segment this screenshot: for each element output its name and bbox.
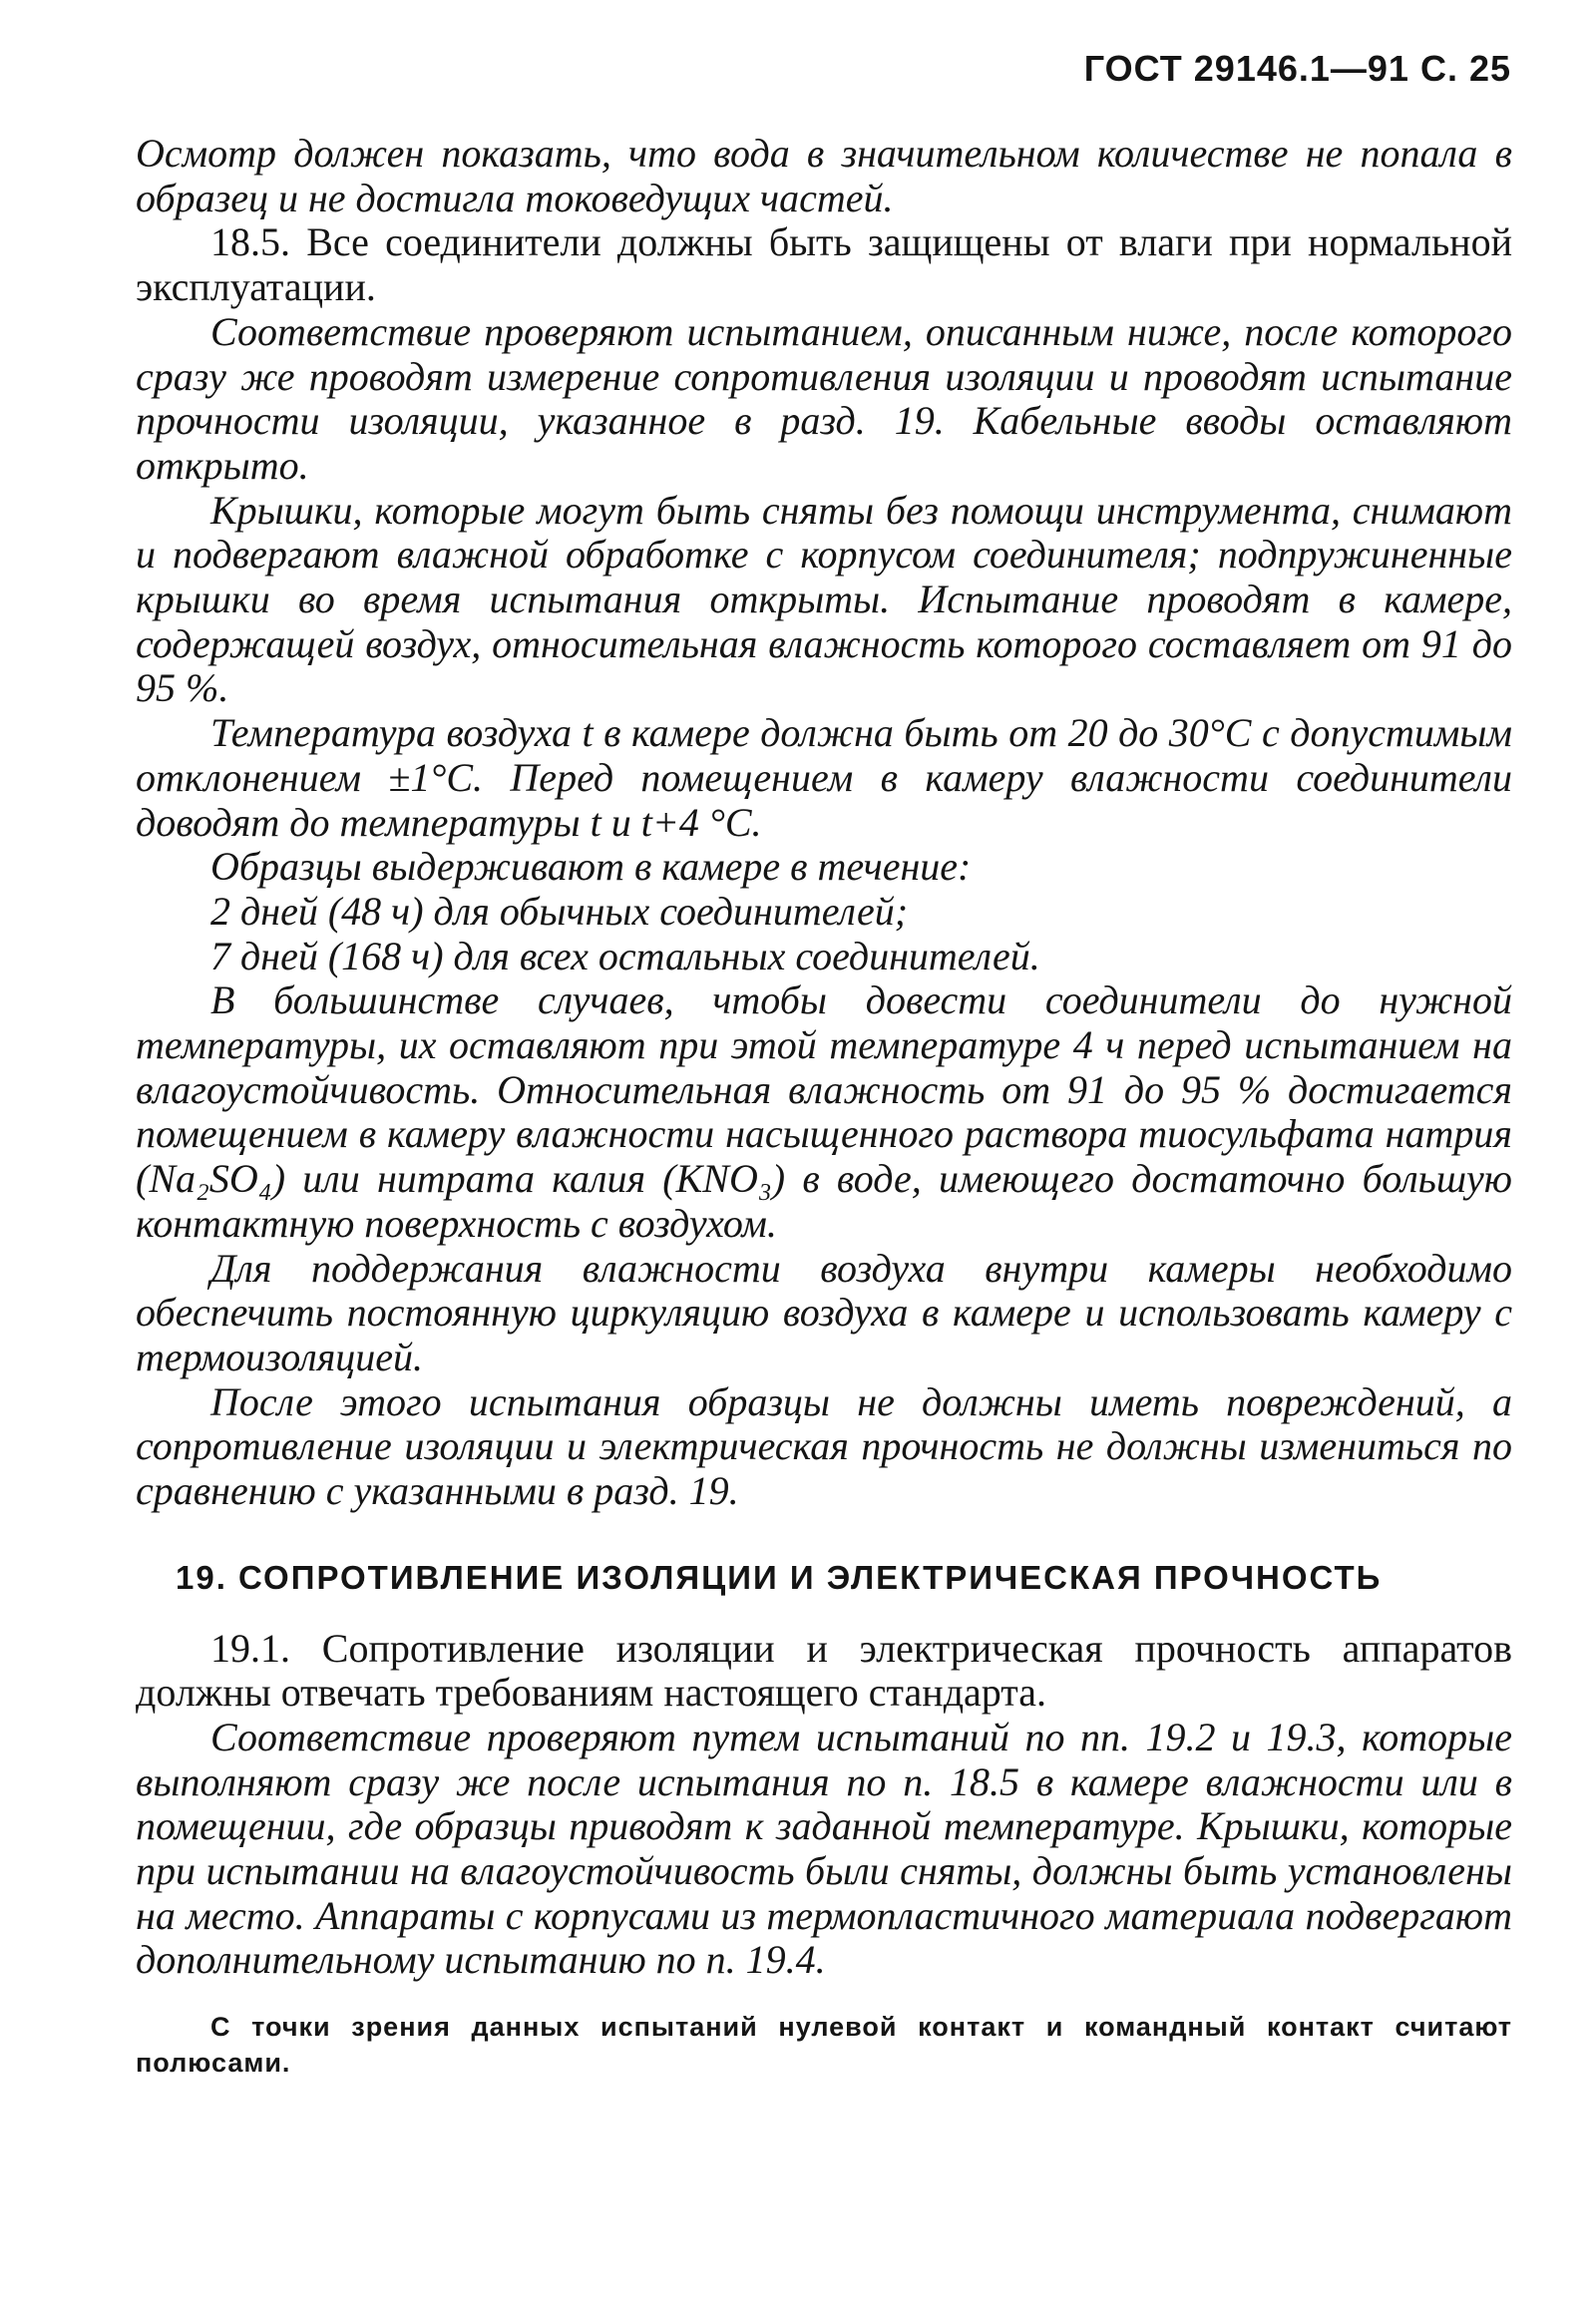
paragraph-exposure-duration: Образцы выдерживают в камере в течение: (210, 844, 972, 890)
paragraph-compliance-test: Соответствие проверяют испытанием, описанным ниже, после которого сразу же проводят измерение сопротивления изоляции и проводят испытание прочности изоляции, указанное в разд. 19. Кабельные вводы оставляют открыто. (136, 308, 1512, 488)
paragraph-air-circulation: Для поддержания влажности воздуха внутри камеры необходимо обеспечить постоянную циркуляцию воздуха в камере и использовать камеру с термоизоляцией. (136, 1245, 1512, 1379)
body-text (136, 132, 1512, 2081)
paragraph-air-temperature: Температура воздуха t в камере должна быть от 20 до 30°С с допустимым отклонением ±1°С. Перед помещением в камеру влажности соединители доводят до температуры t и t+4 °С. (136, 710, 1512, 845)
paragraph-after-test: После этого испытания образцы не должны иметь повреждений, а сопротивление изоляции и электрическая прочность не должны измениться по сравнению с указанными в разд. 19. (136, 1378, 1512, 1514)
paragraph-covers-removed: Крышки, которые могут быть сняты без помощи инструмента, снимают и подвергают влажной обработке с корпусом соединителя; подпружиненные крышки во время испытания открыты. Испытание проводят в камере, содержащей воздух, относительная влажность которого составляет от 91 до 95 %. (136, 487, 1512, 711)
note-poles: С точки зрения данных испытаний нулевой контакт и командный контакт считают полюсами. (136, 2012, 1512, 2079)
paragraph-humidity-method: В большинстве случаев, чтобы довести соединители до нужной температуры, их оставляют при этой температуре 4 ч перед испытанием на влагоустойчивость. Относительная влажность от 91 до 95 % достигается помещением в камеру влажности насыщенного раствора тиосульфата натрия (Na₂SO₄) или нитрата калия (KNO₃) в воде, имеющего достаточно большую контактную поверхность с воздухом. (136, 977, 1512, 1246)
paragraph-compliance-19: Соответствие проверяют путем испытаний по пп. 19.2 и 19.3, которые выполняют сразу же после испытания по п. 18.5 в камере влажности или в помещении, где образцы приводят к заданной температуре. Крышки, которые при испытании на влагоустойчивость были сняты, должны быть установлены на место. Аппараты с корпусами из термопластичного материала подвергают дополнительному испытанию по п. 19.4. (136, 1714, 1512, 1983)
list-item-7-days: 7 дней (168 ч) для всех остальных соединителей. (210, 933, 1040, 978)
running-head: ГОСТ 29146.1—91 С. 25 (1083, 48, 1511, 89)
list-item-2-days: 2 дней (48 ч) для обычных соединителей; (210, 888, 909, 934)
section-19-heading: 19. СОПРОТИВЛЕНИЕ ИЗОЛЯЦИИ И ЭЛЕКТРИЧЕСКАЯ ПРОЧНОСТЬ (176, 1558, 1383, 1596)
clause-19-1: 19.1. Сопротивление изоляции и электрическая прочность аппаратов должны отвечать требованиям настоящего стандарта. (136, 1625, 1512, 1716)
clause-18-5: 18.5. Все соединители должны быть защищены от влаги при нормальной эксплуатации. (136, 219, 1512, 310)
paragraph-inspection-result: Осмотр должен показать, что вода в значительном количестве не попала в образец и не достигла токоведущих частей. (136, 131, 1512, 220)
